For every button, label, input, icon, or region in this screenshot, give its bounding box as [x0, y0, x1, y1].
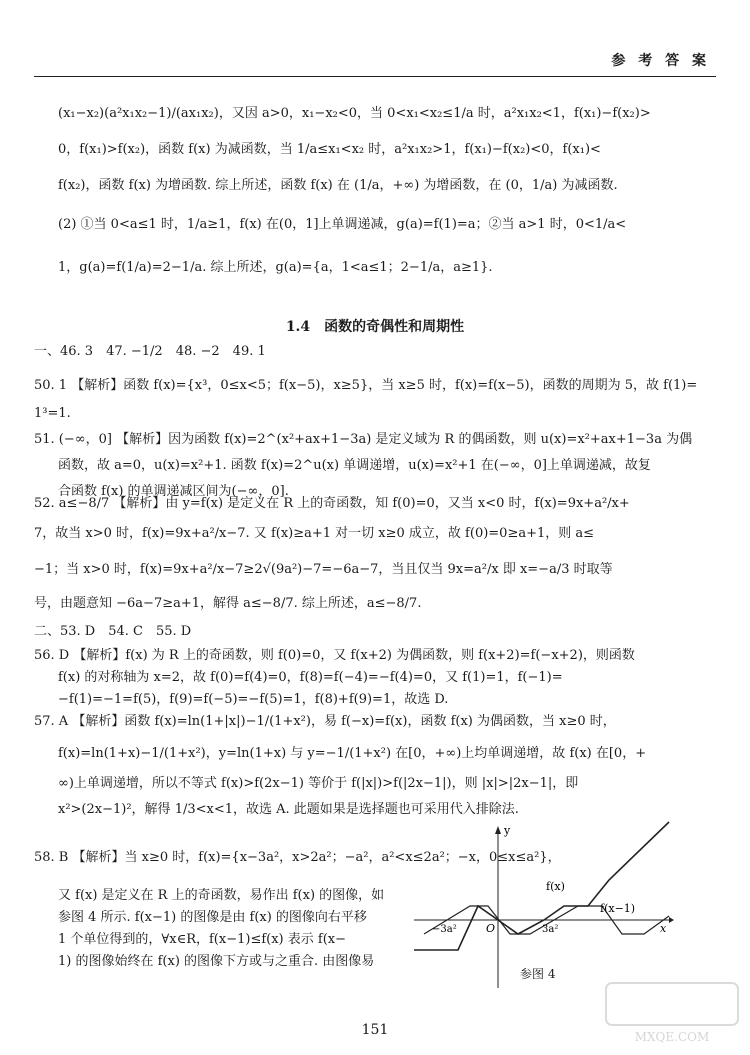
pos-3a2-label: 3a²	[542, 924, 559, 935]
text-line: 二、53. D 54. C 55. D	[34, 624, 192, 639]
figure-caption: 参图 4	[520, 967, 556, 981]
page-number: 151	[361, 1022, 389, 1038]
text-line: −1；当 x>0 时，f(x)=9x+a²/x−7≥2√(9a²)−7=−6a−7，当且仅当 9x=a²/x 即 x=−a/3 时取等	[34, 562, 613, 577]
y-axis-arrow	[495, 826, 501, 834]
fx-minus-1-label: f(x−1)	[600, 902, 636, 915]
text-line: 合函数 f(x) 的单调递减区间为(−∞，0].	[58, 484, 289, 499]
text-line: 号，由题意知 −6a−7≥a+1，解得 a≤−8/7. 综上所述，a≤−8/7.	[34, 596, 422, 611]
text-line: 一、46. 3 47. −1/2 48. −2 49. 1	[34, 344, 266, 359]
origin-label: O	[486, 922, 496, 935]
text-line: −f(1)=−1=f(5)，f(9)=f(−5)=−f(5)=1，f(8)+f(9)=1，故选 D.	[58, 692, 449, 707]
text-line: 58. B 【解析】当 x≥0 时，f(x)={x−3a²，x>2a²；−a²，a²<x≤2a²；−x，0≤x≤a²}，	[34, 850, 561, 865]
watermark-text: MXQE.COM	[634, 1030, 710, 1044]
text-line: 1³=1.	[34, 406, 71, 421]
neg-3a2-label: −3a²	[432, 924, 457, 935]
text-line: (x₁−x₂)(a²x₁x₂−1)/(ax₁x₂)，又因 a>0，x₁−x₂<0，当 0<x₁<x₂≤1/a 时，a²x₁x₂<1，f(x₁)−f(x₂)>	[58, 106, 651, 121]
text-line: 7，故当 x>0 时，f(x)=9x+a²/x−7. 又 f(x)≥a+1 对一切 x≥0 成立，故 f(0)=0≥a+1，则 a≤	[34, 526, 595, 541]
header-rule	[34, 76, 716, 77]
text-line: ∞)上单调递增，所以不等式 f(x)>f(2x−1) 等价于 f(|x|)>f(|2x−1|)，则 |x|>|2x−1|，即	[58, 776, 579, 791]
text-line: 又 f(x) 是定义在 R 上的奇函数，易作出 f(x) 的图像，如	[58, 888, 385, 903]
text-line: 57. A 【解析】函数 f(x)=ln(1+|x|)−1/(1+x²)，易 f(−x)=f(x)，函数 f(x) 为偶函数，当 x≥0 时，	[34, 714, 616, 729]
text-line: f(x₂)，函数 f(x) 为增函数. 综上所述，函数 f(x) 在 (1/a，+∞) 为增函数，在 (0，1/a) 为减函数.	[58, 178, 618, 193]
x-axis-arrow	[669, 917, 674, 923]
text-line: 51. (−∞，0] 【解析】因为函数 f(x)=2^(x²+ax+1−3a) 是定义域为 R 的偶函数，则 u(x)=x²+ax+1−3a 为偶	[34, 432, 693, 447]
running-header: 参 考 答 案	[611, 53, 710, 69]
text-line: 1) 的图像始终在 f(x) 的图像下方或与之重合. 由图像易	[58, 954, 375, 969]
text-line: 56. D 【解析】f(x) 为 R 上的奇函数，则 f(0)=0，又 f(x+2) 为偶函数，则 f(x+2)=f(−x+2)，则函数	[34, 648, 635, 663]
text-line: (2) ①当 0<a≤1 时，1/a≥1，f(x) 在(0，1]上单调递减，g(a)=f(1)=a；②当 a>1 时，0<1/a<	[58, 217, 627, 232]
text-line: f(x)=ln(1+x)−1/(1+x²)，y=ln(1+x) 与 y=−1/(1+x²) 在[0，+∞)上均单调递增，故 f(x) 在[0，+	[58, 746, 647, 761]
fx-label: f(x)	[546, 880, 565, 893]
text-line: 参图 4 所示. f(x−1) 的图像是由 f(x) 的图像向右平移	[58, 910, 367, 925]
section-title: 1.4 函数的奇偶性和周期性	[285, 319, 465, 335]
watermark-logo	[602, 979, 742, 1049]
text-line: 50. 1 【解析】函数 f(x)={x³，0≤x<5；f(x−5)，x≥5}，当 x≥5 时，f(x)=f(x−5)，函数的周期为 5，故 f(1)=	[34, 378, 698, 393]
y-label: y	[504, 824, 511, 837]
text-line: 1 个单位得到的，∀x∈R，f(x−1)≤f(x) 表示 f(x−	[58, 932, 346, 947]
text-line: x²>(2x−1)²，解得 1/3<x<1，故选 A. 此题如果是选择题也可采用代入排除法.	[58, 802, 519, 817]
x-label: x	[660, 922, 667, 935]
text-line: 52. a≤−8/7 【解析】由 y=f(x) 是定义在 R 上的奇函数，知 f(0)=0，又当 x<0 时，f(x)=9x+a²/x+	[34, 496, 630, 511]
text-line: 0，f(x₁)>f(x₂)，函数 f(x) 为减函数，当 1/a≤x₁<x₂ 时，a²x₁x₂>1，f(x₁)−f(x₂)<0，f(x₁)<	[58, 142, 601, 157]
text-line: 函数，故 a=0，u(x)=x²+1. 函数 f(x)=2^u(x) 单调递增，u(x)=x²+1 在(−∞，0]上单调递减，故复	[58, 458, 651, 473]
text-line: 1，g(a)=f(1/a)=2−1/a. 综上所述，g(a)={a，1<a≤1；2−1/a，a≥1}.	[58, 260, 493, 275]
text-line: f(x) 的对称轴为 x=2，故 f(0)=f(4)=0，f(8)=f(−4)=−f(4)=0，又 f(1)=1，f(−1)=	[58, 670, 563, 685]
